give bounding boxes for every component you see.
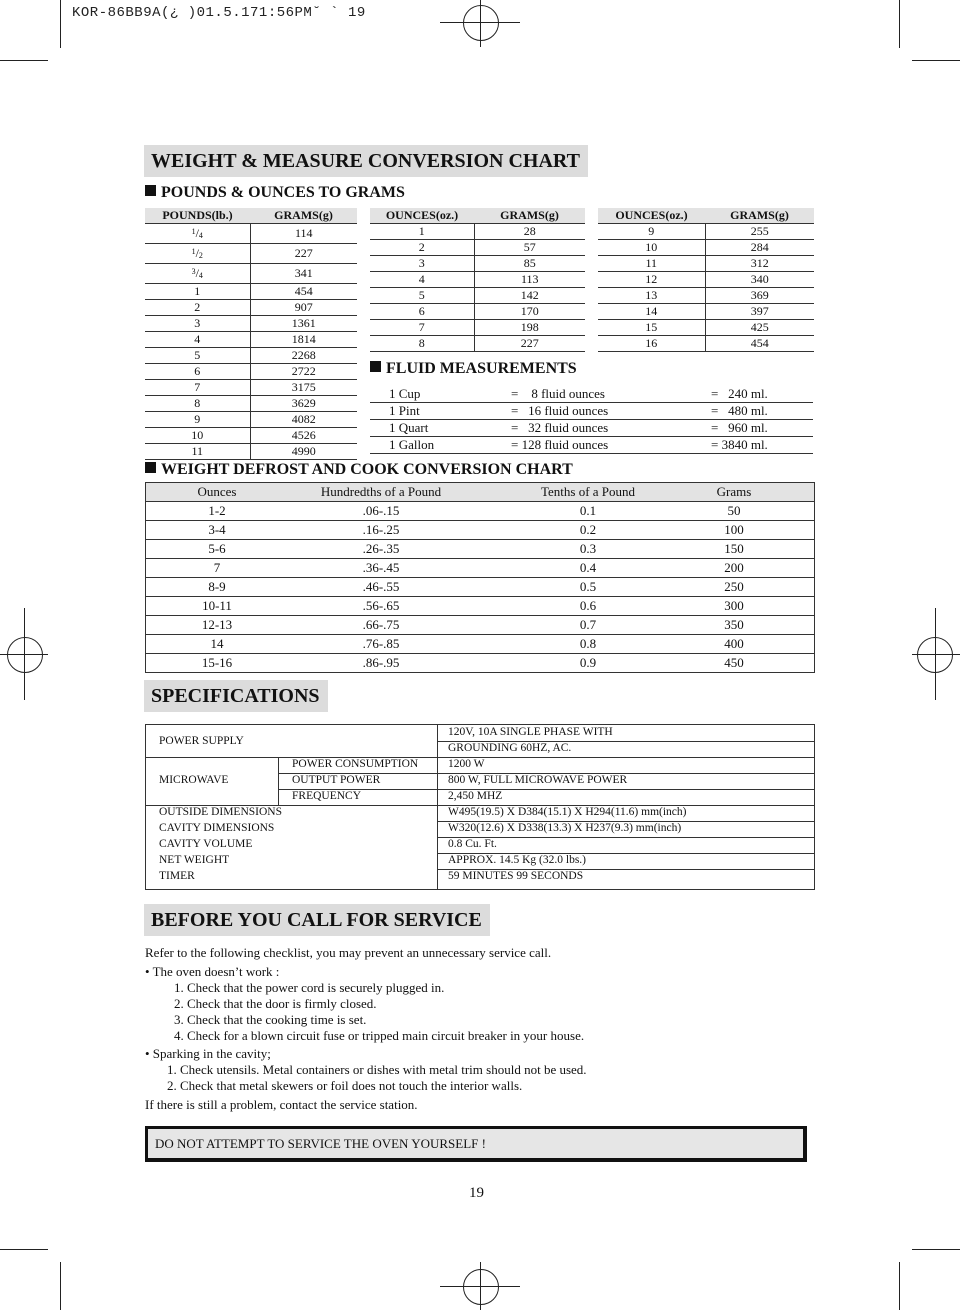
table-cell: 6 bbox=[145, 364, 250, 380]
table-cell: 369 bbox=[705, 288, 814, 304]
square-bullet-icon bbox=[145, 185, 156, 196]
table-row bbox=[145, 412, 357, 428]
service-bullet-oven-not-working: • The oven doesn’t work : bbox=[145, 964, 280, 979]
table-cell: 11 bbox=[145, 444, 250, 460]
fluid-row bbox=[370, 386, 813, 403]
table-header: OUNCES(oz.) bbox=[598, 208, 705, 224]
checklist-item: 4. Check for a blown circuit fuse or tripped main circuit breaker in your house. bbox=[174, 1028, 585, 1043]
table-header: Grams bbox=[716, 484, 752, 499]
table-row bbox=[145, 316, 357, 332]
table-cell: 0.7 bbox=[579, 617, 597, 632]
crop-mark bbox=[899, 0, 900, 48]
table-cell: 3175 bbox=[250, 380, 357, 396]
table-cell: 2 bbox=[145, 300, 250, 316]
table-row bbox=[370, 288, 585, 304]
table-cell: 0.9 bbox=[579, 655, 597, 670]
table-row bbox=[598, 288, 814, 304]
table-header: GRAMS(g) bbox=[250, 208, 357, 224]
table-cell: 5-6 bbox=[208, 541, 226, 556]
table-row bbox=[146, 616, 814, 635]
table-row bbox=[146, 635, 814, 654]
table-cell: 4990 bbox=[250, 444, 357, 460]
pounds-ounces-heading: POUNDS & OUNCES TO GRAMS bbox=[145, 183, 405, 203]
table-cell: 300 bbox=[724, 598, 744, 613]
checklist-item: 1. Check that the power cord is securely plugged in. bbox=[174, 980, 445, 995]
spec-value-cavity-volume: 0.8 Cu. Ft. bbox=[448, 838, 497, 850]
fluid-row bbox=[370, 437, 813, 454]
table-cell: 12 bbox=[598, 272, 705, 288]
table-cell: $^1/_4$ bbox=[145, 224, 250, 244]
table-row bbox=[598, 224, 814, 240]
table-cell: 255 bbox=[705, 224, 814, 240]
fluid-cell: 1 Quart bbox=[389, 420, 429, 435]
table-header: OUNCES(oz.) bbox=[370, 208, 474, 224]
table-row bbox=[145, 380, 357, 396]
table-cell: 10-11 bbox=[202, 598, 232, 613]
table-cell: 57 bbox=[474, 240, 585, 256]
table-cell: $^1/_2$ bbox=[145, 244, 250, 264]
table-cell: 7 bbox=[145, 380, 250, 396]
table-cell: 13 bbox=[598, 288, 705, 304]
spec-label-cavity-volume: CAVITY VOLUME bbox=[159, 838, 253, 850]
spec-value-frequency: 2,450 MHZ bbox=[448, 790, 503, 802]
table-row bbox=[370, 256, 585, 272]
table-row bbox=[145, 264, 357, 284]
registration-mark-icon bbox=[7, 637, 43, 673]
registration-mark-icon bbox=[463, 1269, 499, 1305]
fluid-cell: = 3840 ml. bbox=[711, 437, 768, 452]
table-row bbox=[370, 240, 585, 256]
table-row bbox=[145, 364, 357, 380]
page-number: 19 bbox=[469, 1185, 484, 1201]
crop-mark bbox=[60, 1262, 61, 1310]
table-cell: .66-.75 bbox=[362, 617, 400, 632]
ounces-to-grams-table-2 bbox=[598, 208, 814, 352]
table-cell: 7 bbox=[213, 560, 221, 575]
crop-mark bbox=[0, 60, 48, 61]
table-cell: 2268 bbox=[250, 348, 357, 364]
table-row bbox=[145, 444, 357, 460]
table-cell: 340 bbox=[705, 272, 814, 288]
table-cell: 907 bbox=[250, 300, 357, 316]
table-row bbox=[146, 540, 814, 559]
table-cell: 5 bbox=[370, 288, 474, 304]
table-row bbox=[598, 320, 814, 336]
table-row bbox=[370, 224, 585, 240]
table-cell: 0.6 bbox=[579, 598, 597, 613]
table-cell: 15 bbox=[598, 320, 705, 336]
table-cell: 284 bbox=[705, 240, 814, 256]
table-row bbox=[370, 304, 585, 320]
table-header: POUNDS(lb.) bbox=[145, 208, 250, 224]
fluid-cell: = 240 ml. bbox=[711, 386, 768, 401]
fluid-cell: = 16 fluid ounces bbox=[511, 403, 609, 418]
table-cell: 3 bbox=[145, 316, 250, 332]
table-cell: 397 bbox=[705, 304, 814, 320]
spec-label-output-power: OUTPUT POWER bbox=[292, 774, 381, 786]
spec-value-cavity-dimensions: W320(12.6) X D338(13.3) X H237(9.3) mm(inch) bbox=[448, 822, 682, 834]
fluid-cell: 1 Cup bbox=[389, 386, 421, 401]
table-header: GRAMS(g) bbox=[705, 208, 814, 224]
fluid-row bbox=[370, 420, 813, 437]
spec-value-power-supply: 120V, 10A SINGLE PHASE WITH bbox=[448, 726, 613, 738]
pounds-to-grams-table bbox=[145, 208, 357, 460]
table-cell: 450 bbox=[724, 655, 744, 670]
table-cell: 3-4 bbox=[208, 522, 226, 537]
spec-label-outside-dimensions: OUTSIDE DIMENSIONS bbox=[159, 806, 282, 818]
table-cell: 250 bbox=[724, 579, 744, 594]
fluid-cell: = 8 fluid ounces bbox=[511, 386, 605, 401]
spec-label-frequency: FREQUENCY bbox=[292, 790, 362, 802]
spec-label-power-supply: POWER SUPPLY bbox=[159, 735, 244, 747]
spec-value-output-power: 800 W, FULL MICROWAVE POWER bbox=[448, 774, 628, 786]
table-cell: 3629 bbox=[250, 396, 357, 412]
table-cell: 50 bbox=[727, 503, 741, 518]
table-cell: 6 bbox=[370, 304, 474, 320]
table-row bbox=[146, 597, 814, 616]
table-cell: 10 bbox=[145, 428, 250, 444]
service-bullet-sparking: • Sparking in the cavity; bbox=[145, 1046, 271, 1061]
fluid-cell: 1 Pint bbox=[389, 403, 420, 418]
table-cell: 8-9 bbox=[208, 579, 226, 594]
table-cell: 0.8 bbox=[579, 636, 597, 651]
table-row bbox=[370, 272, 585, 288]
table-cell: 113 bbox=[474, 272, 585, 288]
table-cell: 100 bbox=[724, 522, 744, 537]
table-cell: 2722 bbox=[250, 364, 357, 380]
table-cell: .16-.25 bbox=[362, 522, 400, 537]
fluid-cell: = 960 ml. bbox=[711, 420, 768, 435]
table-cell: 4 bbox=[370, 272, 474, 288]
table-cell: 16 bbox=[598, 336, 705, 352]
table-row bbox=[145, 300, 357, 316]
crop-mark bbox=[60, 0, 61, 48]
table-row bbox=[370, 336, 585, 352]
fluid-measurements-list bbox=[370, 386, 813, 454]
table-cell: 11 bbox=[598, 256, 705, 272]
table-cell: .86-.95 bbox=[362, 655, 400, 670]
table-cell: 350 bbox=[724, 617, 744, 632]
spec-value-timer: 59 MINUTES 99 SECONDS bbox=[448, 870, 584, 882]
table-cell: 0.2 bbox=[579, 522, 597, 537]
fluid-row bbox=[370, 403, 813, 420]
table-row bbox=[598, 272, 814, 288]
table-cell: 1 bbox=[145, 284, 250, 300]
checklist-item: 3. Check that the cooking time is set. bbox=[174, 1012, 367, 1027]
table-cell: 312 bbox=[705, 256, 814, 272]
crop-mark bbox=[912, 1249, 960, 1250]
table-row bbox=[146, 578, 814, 597]
table-cell: 15-16 bbox=[201, 655, 233, 670]
square-bullet-icon bbox=[145, 462, 156, 473]
table-cell: 425 bbox=[705, 320, 814, 336]
spec-label-timer: TIMER bbox=[159, 870, 195, 882]
service-warning-box: DO NOT ATTEMPT TO SERVICE THE OVEN YOURSELF ! bbox=[145, 1126, 807, 1162]
table-header: Hundredths of a Pound bbox=[320, 484, 442, 499]
table-row bbox=[598, 240, 814, 256]
table-cell: 8 bbox=[145, 396, 250, 412]
table-row bbox=[145, 224, 357, 244]
table-cell: .06-.15 bbox=[362, 503, 400, 518]
checklist-item: 1. Check utensils. Metal containers or dishes with metal trim should not be used. bbox=[167, 1062, 587, 1077]
spec-value-outside-dimensions: W495(19.5) X D384(15.1) X H294(11.6) mm(inch) bbox=[448, 806, 687, 818]
spec-label-power-consumption: POWER CONSUMPTION bbox=[292, 758, 419, 770]
table-cell: 454 bbox=[250, 284, 357, 300]
table-row bbox=[598, 336, 814, 352]
table-cell: $^3/_4$ bbox=[145, 264, 250, 284]
table-cell: 2 bbox=[370, 240, 474, 256]
table-cell: 0.1 bbox=[579, 503, 597, 518]
table-row bbox=[145, 244, 357, 264]
table-row bbox=[146, 521, 814, 540]
fluid-cell: = 32 fluid ounces bbox=[511, 420, 609, 435]
table-row bbox=[598, 256, 814, 272]
fluid-measurements-heading: FLUID MEASUREMENTS bbox=[370, 359, 577, 379]
table-cell: 0.3 bbox=[579, 541, 597, 556]
table-row bbox=[146, 654, 814, 672]
table-cell: 14 bbox=[210, 636, 224, 651]
table-cell: 28 bbox=[474, 224, 585, 240]
table-row bbox=[145, 428, 357, 444]
print-header-code: KOR-86BB9A(¿ )01.5.171:56PM˘ ` 19 bbox=[72, 5, 366, 21]
table-cell: 400 bbox=[724, 636, 744, 651]
table-row bbox=[146, 559, 814, 578]
table-cell: 1361 bbox=[250, 316, 357, 332]
spec-value-net-weight: APPROX. 14.5 Kg (32.0 lbs.) bbox=[448, 854, 587, 866]
spec-value-power-supply-2: GROUNDING 60HZ, AC. bbox=[448, 742, 572, 754]
table-row bbox=[370, 320, 585, 336]
spec-value-power-consumption: 1200 W bbox=[448, 758, 485, 770]
table-cell: .26-.35 bbox=[362, 541, 400, 556]
ounces-to-grams-table-1 bbox=[370, 208, 585, 352]
table-header: Tenths of a Pound bbox=[540, 484, 636, 499]
crop-mark bbox=[912, 60, 960, 61]
table-cell: 170 bbox=[474, 304, 585, 320]
table-cell: 341 bbox=[250, 264, 357, 284]
fluid-cell: 1 Gallon bbox=[389, 437, 435, 452]
table-cell: 12-13 bbox=[201, 617, 233, 632]
table-cell: 227 bbox=[474, 336, 585, 352]
table-cell: 10 bbox=[598, 240, 705, 256]
square-bullet-icon bbox=[370, 361, 381, 372]
service-intro: Refer to the following checklist, you may prevent an unnecessary service call. bbox=[145, 945, 552, 960]
table-cell: 85 bbox=[474, 256, 585, 272]
checklist-item: 2. Check that the door is firmly closed. bbox=[174, 996, 377, 1011]
table-cell: 5 bbox=[145, 348, 250, 364]
table-row bbox=[145, 348, 357, 364]
table-cell: 7 bbox=[370, 320, 474, 336]
table-cell: 198 bbox=[474, 320, 585, 336]
table-cell: 8 bbox=[370, 336, 474, 352]
table-cell: 454 bbox=[705, 336, 814, 352]
table-row bbox=[598, 304, 814, 320]
table-cell: 142 bbox=[474, 288, 585, 304]
spec-label-microwave: MICROWAVE bbox=[159, 774, 229, 786]
table-header-row bbox=[146, 483, 814, 502]
table-cell: 227 bbox=[250, 244, 357, 264]
table-header: Ounces bbox=[197, 484, 237, 499]
spec-label-cavity-dimensions: CAVITY DIMENSIONS bbox=[159, 822, 275, 834]
service-title: BEFORE YOU CALL FOR SERVICE bbox=[144, 904, 490, 936]
table-cell: 9 bbox=[145, 412, 250, 428]
table-cell: 3 bbox=[370, 256, 474, 272]
table-header: GRAMS(g) bbox=[474, 208, 585, 224]
table-cell: 14 bbox=[598, 304, 705, 320]
table-cell: .46-.55 bbox=[362, 579, 400, 594]
table-cell: 4526 bbox=[250, 428, 357, 444]
table-cell: 200 bbox=[724, 560, 744, 575]
specifications-table bbox=[145, 724, 815, 890]
crop-mark bbox=[0, 1249, 48, 1250]
table-row bbox=[145, 284, 357, 300]
specifications-title: SPECIFICATIONS bbox=[144, 680, 328, 712]
table-cell: 1814 bbox=[250, 332, 357, 348]
table-cell: 1-2 bbox=[208, 503, 226, 518]
table-cell: .56-.65 bbox=[362, 598, 400, 613]
fluid-cell: = 480 ml. bbox=[711, 403, 768, 418]
registration-mark-icon bbox=[463, 5, 499, 41]
crop-mark bbox=[899, 1262, 900, 1310]
table-cell: 9 bbox=[598, 224, 705, 240]
table-row bbox=[146, 502, 814, 521]
table-row bbox=[145, 396, 357, 412]
table-cell: 114 bbox=[250, 224, 357, 244]
table-cell: .76-.85 bbox=[362, 636, 400, 651]
table-cell: 4082 bbox=[250, 412, 357, 428]
table-row bbox=[145, 332, 357, 348]
service-closing: If there is still a problem, contact the service station. bbox=[145, 1097, 418, 1112]
table-cell: 4 bbox=[145, 332, 250, 348]
spec-label-net-weight: NET WEIGHT bbox=[159, 854, 230, 866]
defrost-conversion-table bbox=[145, 482, 815, 673]
table-cell: 1 bbox=[370, 224, 474, 240]
table-cell: 150 bbox=[724, 541, 744, 556]
table-cell: 0.5 bbox=[579, 579, 597, 594]
table-cell: .36-.45 bbox=[362, 560, 400, 575]
fluid-cell: = 128 fluid ounces bbox=[511, 437, 609, 452]
conversion-chart-title: WEIGHT & MEASURE CONVERSION CHART bbox=[144, 145, 588, 177]
defrost-chart-heading: WEIGHT DEFROST AND COOK CONVERSION CHART bbox=[145, 460, 573, 480]
checklist-item: 2. Check that metal skewers or foil does not touch the interior walls. bbox=[167, 1078, 523, 1093]
table-cell: 0.4 bbox=[579, 560, 597, 575]
